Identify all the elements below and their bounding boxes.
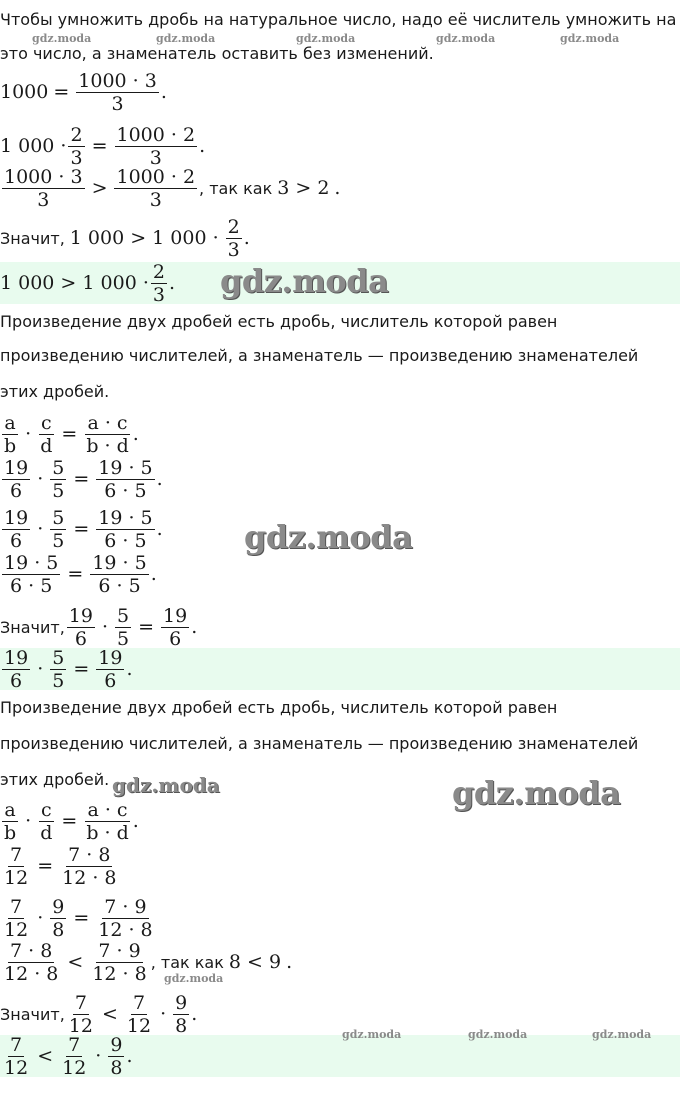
fraction [2, 1034, 30, 1079]
fraction [2, 844, 30, 889]
fraction [50, 457, 66, 502]
fraction [2, 507, 30, 552]
math-op: = [73, 518, 90, 540]
fraction [84, 412, 130, 457]
fraction [108, 1034, 124, 1079]
math-op: = [61, 810, 78, 832]
watermark: gdz.moda [164, 972, 224, 985]
fraction [2, 457, 30, 502]
equation [0, 797, 139, 845]
numerator: 19 [68, 604, 93, 627]
fraction [60, 1034, 88, 1079]
numerator: a · c [87, 798, 128, 821]
numerator: 5 [52, 456, 65, 479]
watermark: gdz.moda [32, 32, 92, 45]
equation [0, 455, 163, 503]
watermark: gdz.moda [452, 774, 621, 812]
numerator: 19 [4, 646, 29, 669]
numerator: 2 [70, 123, 83, 146]
denominator: 3 [149, 188, 162, 211]
fraction [115, 605, 131, 650]
equation [0, 603, 197, 651]
fraction [125, 992, 153, 1037]
math-op: · [37, 658, 44, 680]
fraction [114, 166, 197, 211]
denominator: 3 [152, 283, 165, 306]
numerator: 9 [52, 895, 65, 918]
numerator: 7 · 9 [98, 939, 141, 962]
watermark: gdz.moda [220, 262, 389, 300]
math-op: = [73, 907, 90, 929]
math-op: = [37, 855, 54, 877]
denominator: 12 · 8 [98, 918, 153, 941]
numerator: 7 [10, 843, 23, 866]
math-op: · [160, 1003, 167, 1025]
watermark: gdz.moda [156, 32, 216, 45]
denominator: 6 · 5 [10, 574, 53, 597]
fraction [67, 992, 95, 1037]
math-op: = [73, 658, 90, 680]
denominator: 6 [169, 627, 182, 650]
answer-line [0, 259, 175, 307]
fraction [50, 647, 66, 692]
math-term: . [191, 1003, 198, 1025]
numerator: 7 [74, 991, 87, 1014]
denominator: 6 [104, 669, 117, 692]
math-term: 8 < 9 [228, 951, 282, 973]
denominator: b · d [86, 821, 129, 844]
numerator: c [40, 411, 52, 434]
numerator: 19 [98, 646, 123, 669]
math-op: = [61, 423, 78, 445]
math-term: 1 000 > 1 000 · [0, 272, 149, 294]
math-term: . [199, 135, 206, 157]
fraction [151, 261, 167, 306]
numerator: 5 [117, 604, 130, 627]
math-op: = [53, 81, 70, 103]
denominator: 12 · 8 [4, 962, 59, 985]
fraction [50, 896, 66, 941]
numerator: 2 [227, 215, 240, 238]
watermark: gdz.moda [296, 32, 356, 45]
numerator: 19 [4, 456, 29, 479]
math-op: · [37, 907, 44, 929]
inline-text: Значит, [0, 228, 65, 248]
math-term: . [160, 81, 167, 103]
fraction [2, 647, 30, 692]
fraction [96, 457, 154, 502]
denominator: 12 [4, 866, 29, 889]
rule-text: этих дробей. [0, 770, 110, 789]
numerator: 7 · 9 [104, 895, 147, 918]
fraction [2, 552, 60, 597]
numerator: 5 [52, 646, 65, 669]
equation [0, 990, 197, 1038]
denominator: 3 [111, 92, 124, 115]
numerator: 19 [4, 506, 29, 529]
watermark: gdz.moda [112, 773, 220, 797]
numerator: 2 [152, 260, 165, 283]
rule-text: Произведение двух дробей есть дробь, числитель которой равен [0, 312, 558, 331]
fraction [60, 844, 118, 889]
watermark: gdz.moda [592, 1028, 652, 1041]
denominator: 5 [52, 479, 65, 502]
denominator: b [4, 821, 17, 844]
inline-text: , так как [150, 952, 224, 972]
numerator: 7 [10, 1033, 23, 1056]
denominator: d [40, 821, 53, 844]
fraction [50, 507, 66, 552]
denominator: 12 [126, 1014, 152, 1037]
math-op: · [37, 468, 44, 490]
numerator: 19 · 5 [4, 551, 59, 574]
denominator: 6 [10, 479, 23, 502]
denominator: 8 [52, 918, 65, 941]
math-term: . [243, 227, 250, 249]
fraction [115, 124, 198, 169]
denominator: 6 · 5 [98, 574, 141, 597]
denominator: 6 · 5 [104, 529, 147, 552]
equation [0, 164, 340, 212]
math-term: . [156, 468, 163, 490]
denominator: 3 [149, 146, 162, 169]
equation [0, 938, 292, 986]
math-op: < [67, 951, 84, 973]
watermark: gdz.moda [436, 32, 496, 45]
equation [0, 214, 250, 262]
rule-text: этих дробей. [0, 382, 110, 401]
fraction [38, 412, 54, 457]
math-term: . [334, 177, 341, 199]
math-term: . [286, 951, 293, 973]
numerator: 7 [68, 1033, 81, 1056]
math-term: . [132, 423, 139, 445]
inline-text: , так как [199, 178, 273, 198]
math-op: < [37, 1045, 54, 1067]
equation [0, 550, 157, 598]
fraction [76, 70, 159, 115]
rule-text: произведению числителей, а знаменатель — произведению знаменателей [0, 734, 639, 753]
numerator: 19 · 5 [92, 551, 147, 574]
numerator: 1000 · 2 [116, 123, 196, 146]
denominator: 3 [227, 238, 240, 261]
numerator: 19 [163, 604, 188, 627]
equation [0, 68, 167, 116]
fraction [96, 896, 154, 941]
denominator: 8 [110, 1056, 123, 1079]
numerator: a · c [87, 411, 128, 434]
math-op: = [91, 135, 108, 157]
rule-text: Чтобы умножить дробь на натуральное число, надо её числитель умножить на [0, 10, 677, 29]
math-op: > [91, 177, 108, 199]
math-op: · [37, 518, 44, 540]
equation [0, 410, 139, 458]
denominator: 6 [74, 627, 87, 650]
math-term: . [132, 810, 139, 832]
fraction [68, 124, 84, 169]
numerator: 5 [52, 506, 65, 529]
denominator: 6 [10, 669, 23, 692]
watermark: gdz.moda [244, 518, 413, 556]
numerator: a [4, 411, 16, 434]
fraction [67, 605, 95, 650]
math-op: · [25, 810, 32, 832]
equation [0, 842, 121, 890]
fraction [2, 940, 60, 985]
equation [0, 894, 157, 942]
denominator: 3 [70, 146, 83, 169]
denominator: 8 [175, 1014, 188, 1037]
math-op: < [101, 1003, 118, 1025]
denominator: 12 [4, 1056, 29, 1079]
math-term: 1000 [0, 81, 49, 103]
numerator: 9 [175, 991, 188, 1014]
fraction [226, 216, 242, 261]
fraction [161, 605, 189, 650]
numerator: 7 [10, 895, 23, 918]
denominator: 5 [52, 669, 65, 692]
math-op: · [25, 423, 32, 445]
math-term: 3 > 2 [277, 177, 330, 199]
fraction [2, 799, 18, 844]
denominator: 12 · 8 [92, 962, 147, 985]
math-op: = [67, 563, 84, 585]
math-term: . [191, 616, 198, 638]
denominator: 3 [37, 188, 50, 211]
rule-text: Произведение двух дробей есть дробь, числитель которой равен [0, 698, 558, 717]
fraction [38, 799, 54, 844]
fraction [96, 507, 154, 552]
numerator: 7 [132, 991, 146, 1014]
denominator: 12 [68, 1014, 93, 1037]
watermark: gdz.moda [342, 1028, 402, 1041]
inline-text: Значит, [0, 617, 65, 637]
math-term: 1 000 · [0, 135, 67, 157]
denominator: 5 [117, 627, 130, 650]
denominator: b · d [86, 434, 129, 457]
fraction [2, 412, 18, 457]
denominator: 12 [4, 918, 29, 941]
math-op: = [73, 468, 90, 490]
numerator: 7 · 8 [10, 939, 53, 962]
numerator: 7 · 8 [68, 843, 111, 866]
numerator: c [40, 798, 52, 821]
numerator: 19 · 5 [98, 456, 153, 479]
watermark: gdz.moda [560, 32, 620, 45]
equation [0, 122, 205, 170]
watermark: gdz.moda [468, 1028, 528, 1041]
equation [0, 505, 163, 553]
numerator: 1000 · 3 [78, 69, 157, 92]
numerator: 1000 · 3 [4, 165, 83, 188]
math-term: . [126, 1045, 133, 1067]
fraction [90, 552, 148, 597]
math-op: · [95, 1045, 102, 1067]
answer-line [0, 645, 132, 693]
math-op: = [138, 616, 155, 638]
inline-text: Значит, [0, 1004, 65, 1024]
math-term: . [156, 518, 163, 540]
math-term: . [168, 272, 176, 294]
denominator: 12 [62, 1056, 87, 1079]
numerator: 9 [110, 1033, 123, 1056]
fraction [173, 992, 189, 1037]
math-op: · [101, 616, 109, 638]
denominator: b [4, 434, 17, 457]
fraction [2, 896, 30, 941]
denominator: 6 · 5 [104, 479, 147, 502]
numerator: a [4, 798, 16, 821]
rule-text: это число, а знаменатель оставить без изменений. [0, 44, 434, 63]
denominator: d [40, 434, 53, 457]
rule-text: произведению числителей, а знаменатель — произведению знаменателей [0, 346, 639, 365]
fraction [90, 940, 148, 985]
fraction [96, 647, 124, 692]
numerator: 1000 · 2 [116, 165, 196, 188]
fraction [2, 166, 85, 211]
answer-line [0, 1032, 132, 1080]
denominator: 5 [52, 529, 65, 552]
math-term: . [150, 563, 157, 585]
denominator: 6 [10, 529, 23, 552]
math-term: 1 000 > 1 000 · [69, 227, 219, 249]
math-term: . [126, 658, 133, 680]
denominator: 12 · 8 [62, 866, 117, 889]
numerator: 19 · 5 [98, 506, 153, 529]
fraction [84, 799, 130, 844]
